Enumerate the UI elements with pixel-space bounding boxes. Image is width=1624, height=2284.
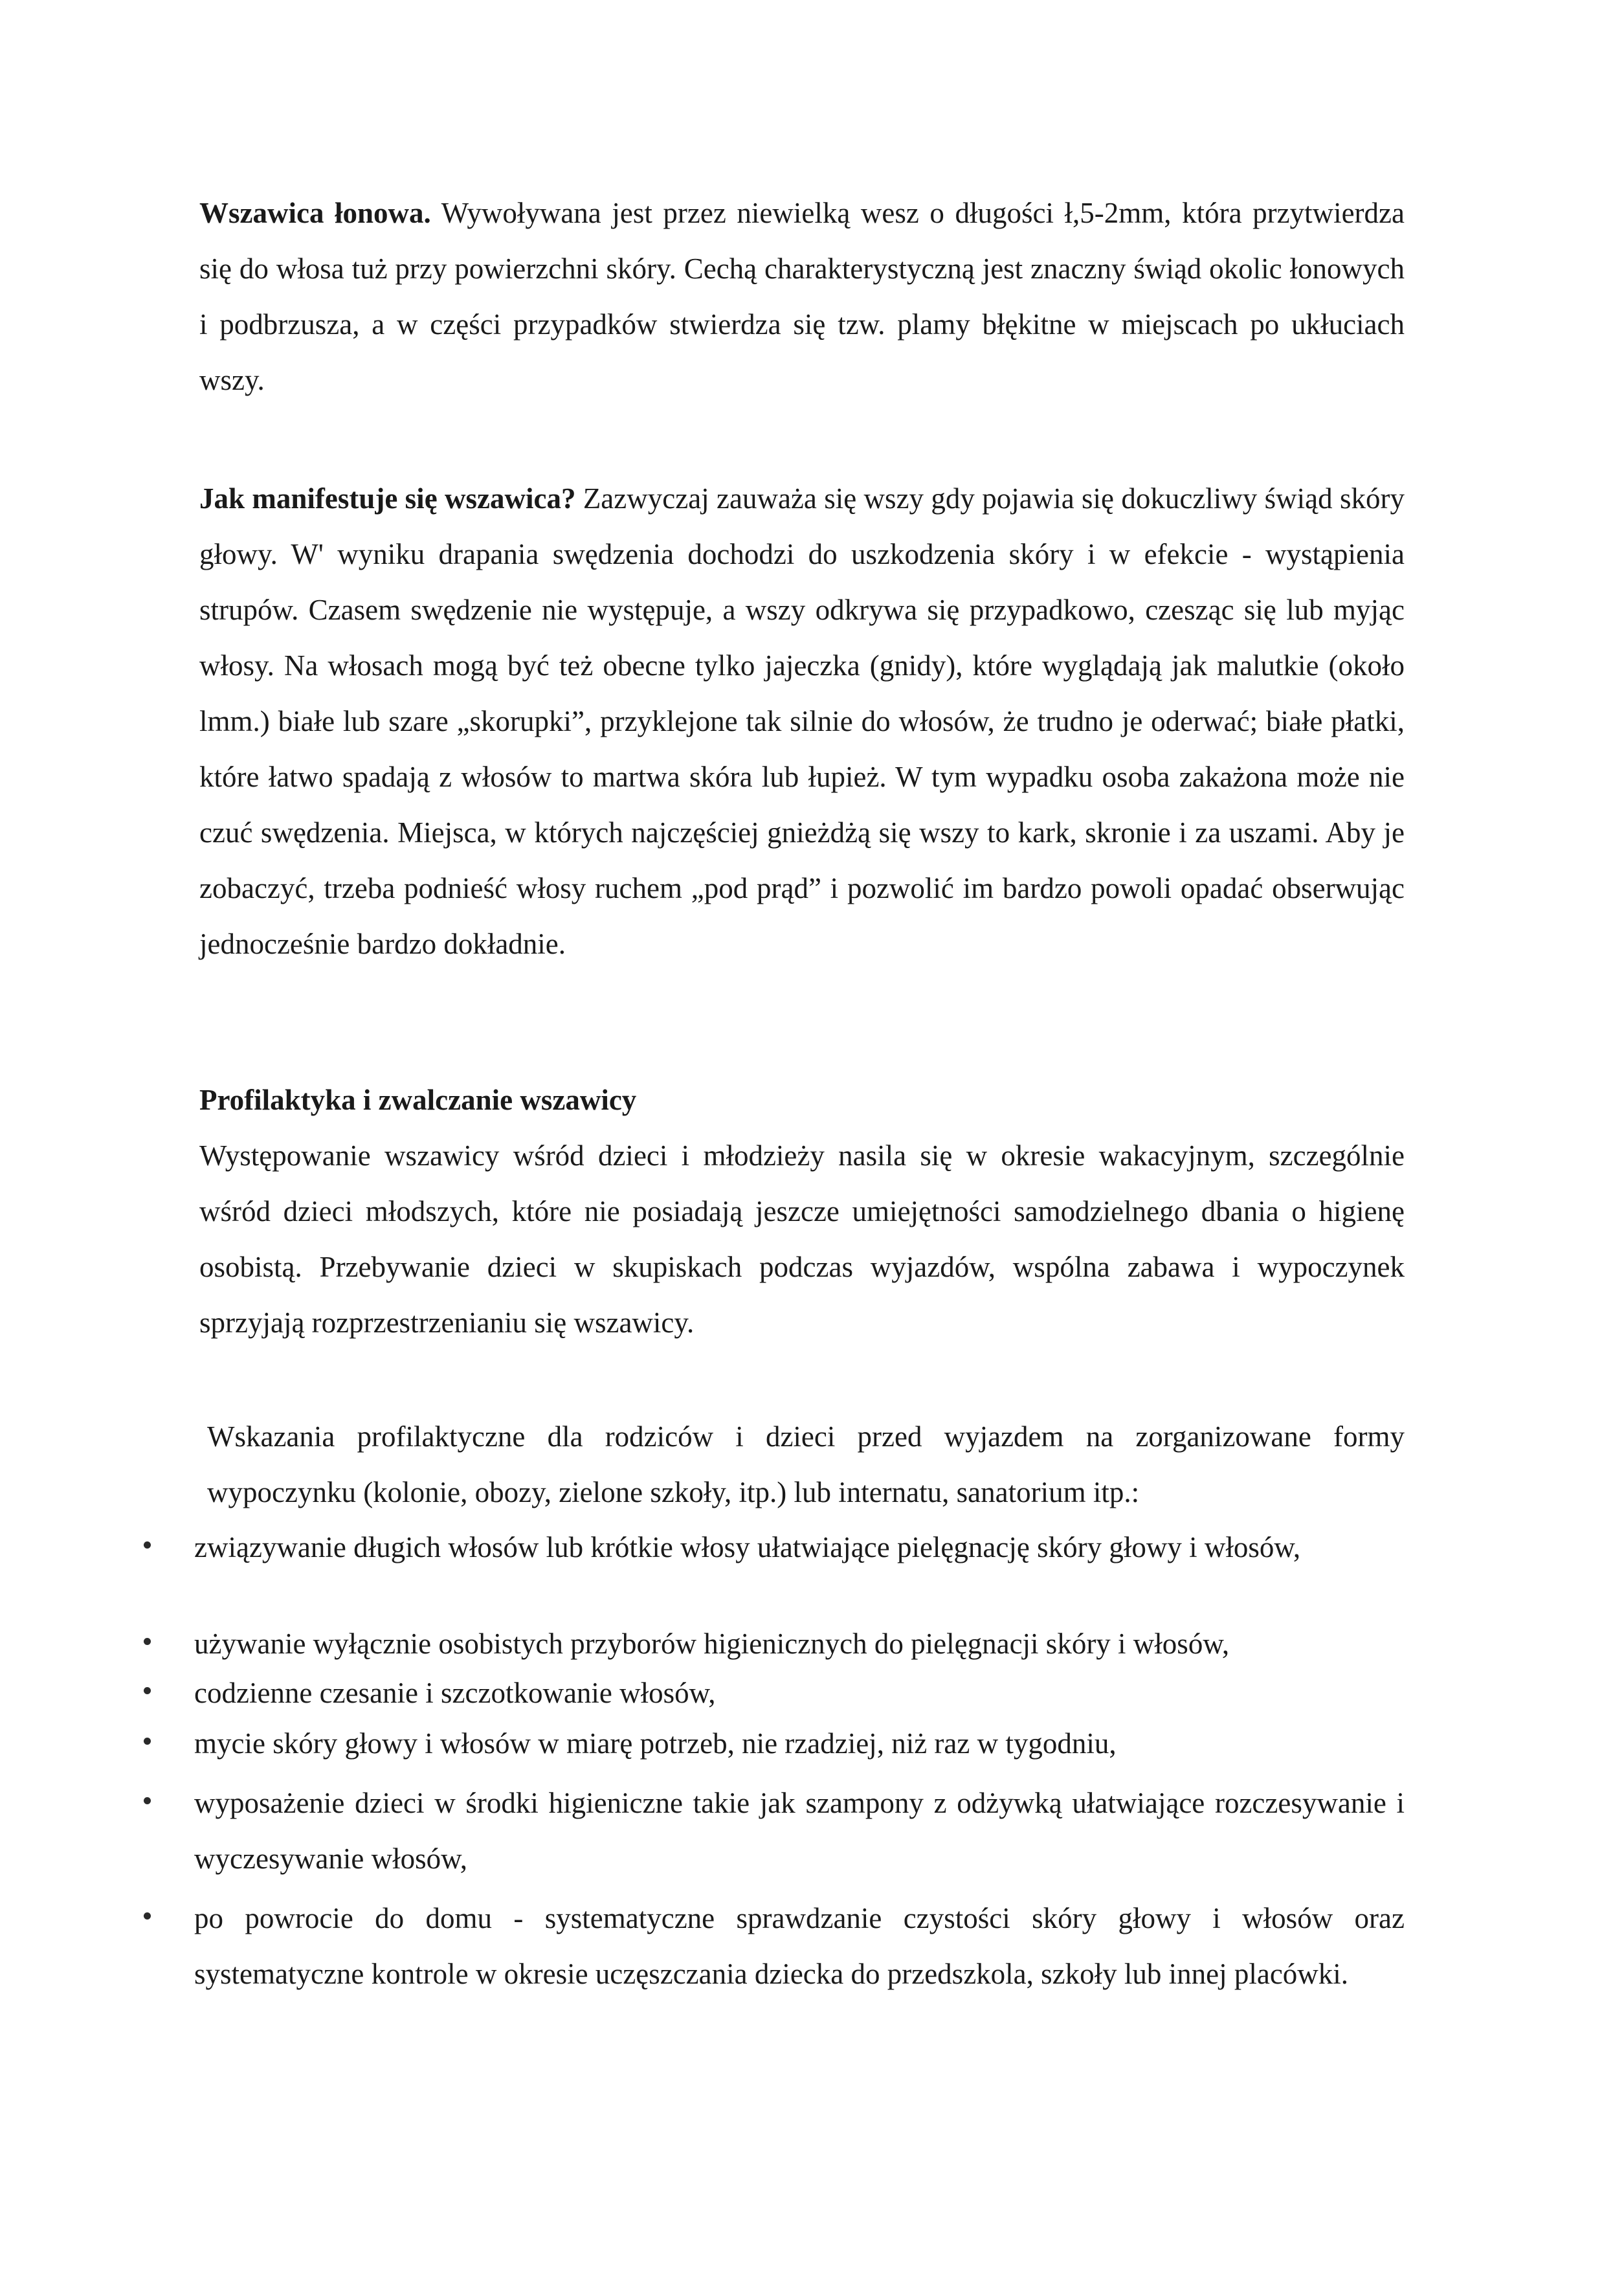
bullet-icon xyxy=(144,1687,151,1694)
section-pubic-lice-title: Wszawica łonowa. xyxy=(199,197,431,229)
section-pubic-lice xyxy=(199,185,1405,408)
list-item-text: codzienne czesanie i szczotkowanie włosów, xyxy=(194,1677,716,1709)
bullet-icon xyxy=(144,1738,151,1745)
bullet-icon xyxy=(144,1912,151,1920)
list-item-text: używanie wyłącznie osobistych przyborów higienicznych do pielęgnacji skóry i włosów, xyxy=(194,1628,1230,1660)
bullet-icon xyxy=(144,1541,151,1549)
section-pubic-lice-body: Wywoływana jest przez niewielką wesz o długości ł,5-2mm, która przytwierdza się do włosa tuż przy powierzchni skóry. Cechą charakterystyczną jest znaczny świąd okolic łonowych i podbrzusza, a w części przypadków stwierdza się tzw. plamy błękitne w miejscach po ukłuciach wszy. xyxy=(199,197,1405,396)
list-item-text: wyposażenie dzieci w środki higieniczne takie jak szampony z odżywką ułatwiające rozczesywanie i wyczesywanie włosów, xyxy=(194,1787,1405,1875)
list-item-text: związywanie długich włosów lub krótkie włosy ułatwiające pielęgnację skóry głowy i włosów, xyxy=(194,1531,1301,1563)
section-manifestation-body: Zazwyczaj zauważa się wszy gdy pojawia się dokuczliwy świąd skóry głowy. W' wyniku drapania swędzenia dochodzi do uszkodzenia skóry i w efekcie - wystąpienia strupów. Czasem swędzenie nie występuje, a wszy odkrywa się przypadkowo, czesząc się lub myjąc włosy. Na włosach mogą być też obecne tylko jajeczka (gnidy), które wyglądają jak malutkie (około lmm.) białe lub szare „skorupki”, przyklejone tak silnie do włosów, że trudno je oderwać; białe płatki, które łatwo spadają z włosów to martwa skóra lub łupież. W tym wypadku osoba zakażona może nie czuć swędzenia. Miejsca, w których najczęściej gnieżdżą się wszy to kark, skronie i za uszami. Aby je zobaczyć, trzeba podnieść włosy ruchem „pod prąd” i pozwolić im bardzo powoli opadać obserwując jednocześnie bardzo dokładnie. xyxy=(199,482,1405,960)
list-item-text: mycie skóry głowy i włosów w miarę potrzeb, nie rzadziej, niż raz w tygodniu, xyxy=(194,1727,1117,1760)
section-prevention-body: Występowanie wszawicy wśród dzieci i młodzieży nasila się w okresie wakacyjnym, szczególnie wśród dzieci młodszych, które nie posiadają jeszcze umiejętności samodzielnego dbania o higienę osobistą. Przebywanie dzieci w skupiskach podczas wyjazdów, wspólna zabawa i wypoczynek sprzyjają rozprzestrzenianiu się wszawicy. xyxy=(199,1139,1405,1339)
section-manifestation xyxy=(199,471,1405,972)
bullet-icon xyxy=(144,1638,151,1645)
recommendations-intro: Wskazania profilaktyczne dla rodziców i dzieci przed wyjazdem na zorganizowane formy wypoczynku (kolonie, obozy, zielone szkoły, itp.) lub internatu, sanatorium itp.: xyxy=(207,1420,1405,1508)
section-manifestation-title: Jak manifestuje się wszawica? xyxy=(199,482,576,515)
list-item-text: po powrocie do domu - systematyczne sprawdzanie czystości skóry głowy i włosów oraz systematyczne kontrole w okresie uczęszczania dziecka do przedszkola, szkoły lub innej placówki. xyxy=(194,1902,1405,1990)
section-prevention-title: Profilaktyka i zwalczanie wszawicy xyxy=(199,1084,637,1116)
bullet-icon xyxy=(144,1797,151,1804)
